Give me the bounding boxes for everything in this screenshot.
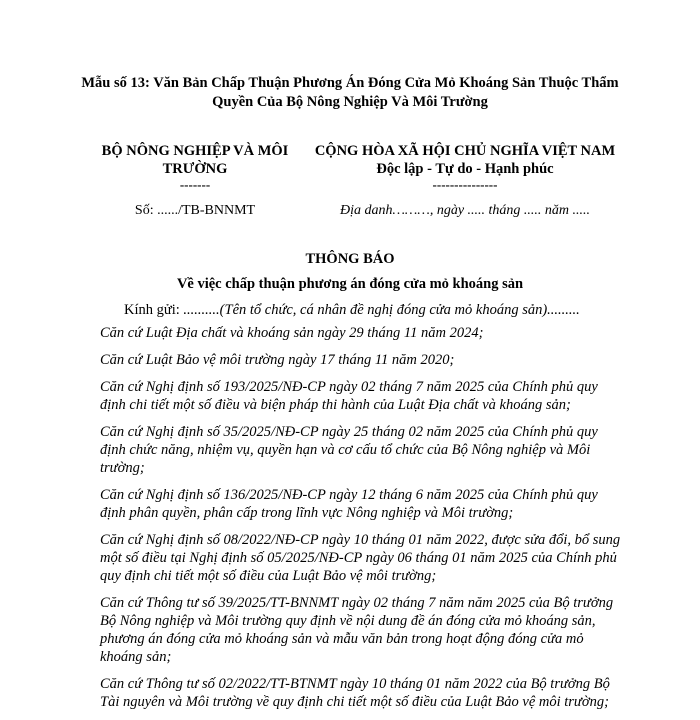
legal-grounds [100,324,624,720]
legal-ground-item: Căn cứ Thông tư số 02/2022/TT-BTNMT ngày 10 tháng 01 năm 2022 của Bộ trưởng Bộ Tài nguyên và Môi trường về quy định chi tiết một số điều của Luật Bảo vệ môi trường; [100,676,610,710]
form-title: Mẫu số 13: Văn Bản Chấp Thuận Phương Án Đóng Cửa Mỏ Khoáng Sản Thuộc Thẩm Quyền Của Bộ Nông Nghiệp Và Môi Trường [81,75,619,110]
notice-subject: Về việc chấp thuận phương án đóng cửa mỏ khoáng sản [176,276,524,292]
issuing-agency [100,142,290,192]
nation-name: CỘNG HÒA XÃ HỘI CHỦ NGHĨA VIỆT NAM [314,143,616,159]
recipient-label: Kính gửi: [124,302,184,318]
place-and-date: Địa danh………, ngày ..... tháng ..... năm ..... [339,203,591,218]
agency-divider: ------- [179,177,211,192]
national-header [296,142,634,192]
legal-ground-item: Căn cứ Nghị định số 35/2025/NĐ-CP ngày 25 tháng 02 năm 2025 của Chính phủ quy định chức năng, nhiệm vụ, quyền hạn và cơ cấu tổ chức của Bộ Nông nghiệp và Môi trường; [100,424,598,476]
legal-ground-item: Căn cứ Luật Bảo vệ môi trường ngày 17 tháng 11 năm 2020; [100,352,455,368]
recipient-line [124,300,644,320]
legal-ground-item: Căn cứ Nghị định số 08/2022/NĐ-CP ngày 10 tháng 01 năm 2022, được sửa đổi, bổ sung một số điều tại Nghị định số 05/2025/NĐ-CP ngày 06 tháng 01 năm 2025 của Chính phủ quy định chi tiết một số điều của Luật Bảo vệ môi trường; [100,532,621,584]
motto-divider: --------------- [432,177,498,192]
recipient-value: ..........(Tên tổ chức, cá nhân đề nghị đóng cửa mỏ khoáng sản)......... [183,302,580,318]
legal-ground-item: Căn cứ Luật Địa chất và khoáng sản ngày 29 tháng 11 năm 2024; [100,325,484,341]
legal-ground-item: Căn cứ Thông tư số 39/2025/TT-BNNMT ngày 02 tháng 7 năm năm 2025 của Bộ trưởng Bộ Nông nghiệp và Môi trường quy định về nội dung đề án đóng cửa mỏ khoáng sản, phương án đóng cửa mỏ khoáng sản và mẫu văn bản trong hoạt động đóng cửa mỏ khoáng sản; [100,595,614,665]
notice-heading: THÔNG BÁO [305,251,395,267]
agency-name: BỘ NÔNG NGHIỆP VÀ MÔI TRƯỜNG [101,143,289,177]
legal-ground-item: Căn cứ Nghị định số 136/2025/NĐ-CP ngày 12 tháng 6 năm 2025 của Chính phủ quy định phân quyền, phân cấp trong lĩnh vực Nông nghiệp và Môi trường; [100,487,598,521]
legal-ground-item: Căn cứ Nghị định số 193/2025/NĐ-CP ngày 02 tháng 7 năm 2025 của Chính phủ quy định chi tiết một số điều và biện pháp thi hành của Luật Địa chất và khoáng sản; [100,379,598,413]
national-motto: Độc lập - Tự do - Hạnh phúc [376,161,554,177]
document-number: Số: ....../TB-BNNMT [134,203,256,218]
